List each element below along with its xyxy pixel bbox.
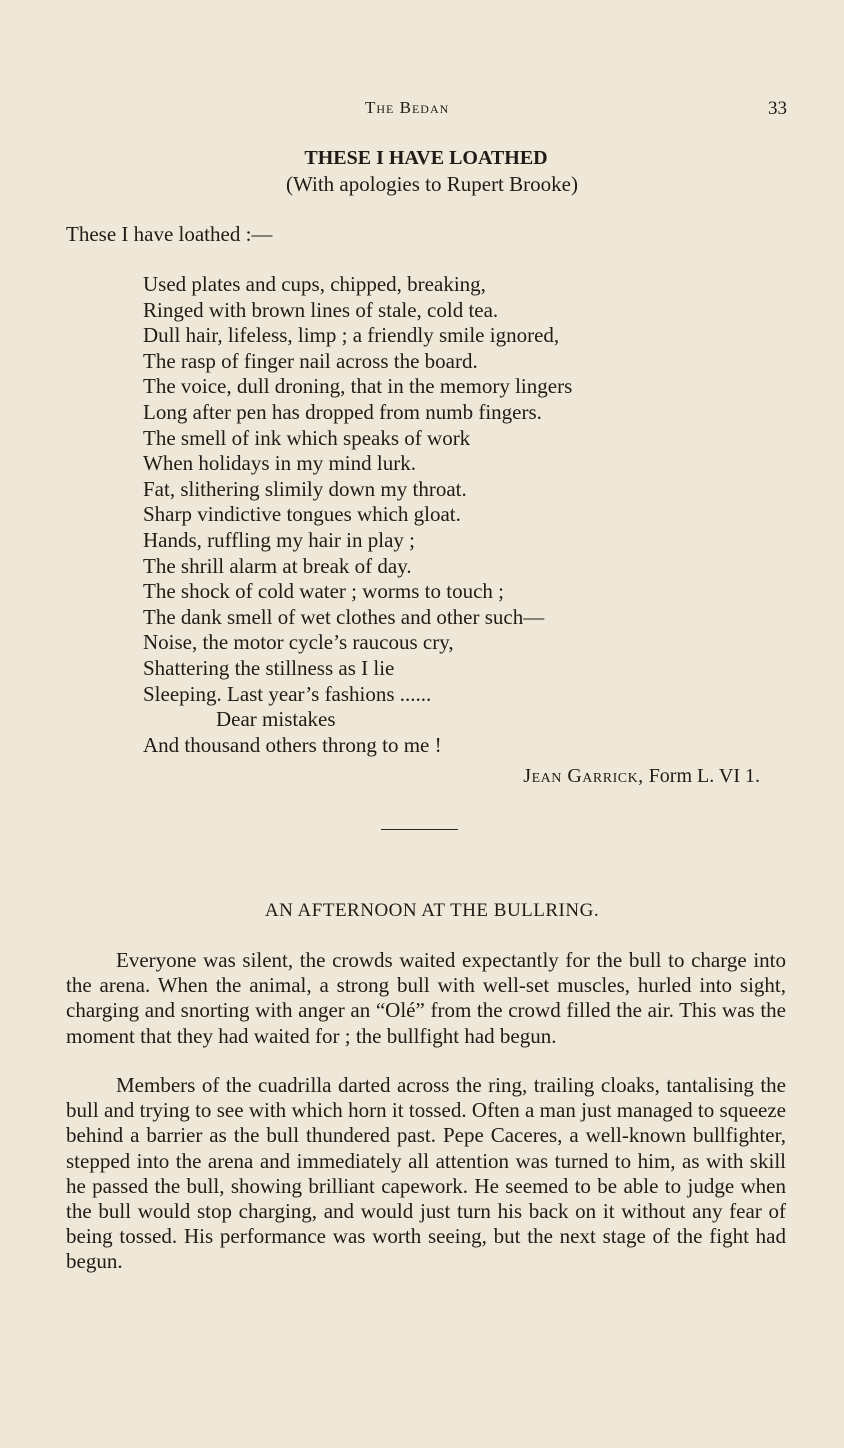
- paragraph-text: Everyone was silent, the crowds waited expectantly for the bull to charge into the arena. When the animal, a strong bull with well-set muscles, hurled into sight, charging and snorting with anger an “Olé” from the crowd filled the air. This was the moment that they had waited for ; the bullfight had begun.: [66, 948, 786, 1048]
- poem-line: Noise, the motor cycle’s raucous cry,: [143, 630, 454, 655]
- running-title: The Bedan: [365, 98, 450, 117]
- poem-line: Shattering the stillness as I lie: [143, 655, 395, 680]
- paragraph-text: Members of the cuadrilla darted across the ring, trailing cloaks, tantalising the bull and trying to see with which horn it tossed. Often a man just managed to squeeze behind a barrier as the bull thundered past. Pepe Caceres, a well-known bullfighter, stepped into the arena and immediately all attention was turned to him, as with skill he passed the bull, showing brilliant capework. He seemed to be able to judge when the bull would stop charging, and would just turn his back on it without any fear of being tossed. His performance was worth seeing, but the next stage of the fight had begun.: [66, 1073, 786, 1274]
- poem-line: Sleeping. Last year’s fashions ......: [143, 681, 432, 706]
- poem-line: The rasp of finger nail across the board.: [143, 348, 478, 373]
- poem-line: The shrill alarm at break of day.: [143, 553, 412, 578]
- poem-line: The dank smell of wet clothes and other such—: [143, 604, 545, 629]
- poem-line: Used plates and cups, chipped, breaking,: [143, 272, 486, 296]
- page-number: 33: [768, 98, 787, 119]
- poem-line: The smell of ink which speaks of work: [143, 425, 471, 450]
- poem-line: The voice, dull droning, that in the memory lingers: [143, 374, 573, 399]
- poem-line: Sharp vindictive tongues which gloat.: [143, 502, 461, 527]
- poem-title: THESE I HAVE LOATHED: [304, 147, 548, 169]
- poem-author: [523, 765, 760, 788]
- essay-paragraph: [66, 1073, 786, 1275]
- poem-line: Long after pen has dropped from numb fingers.: [143, 399, 542, 424]
- poem-line: Hands, ruffling my hair in play ;: [143, 527, 415, 552]
- poem-line: Dull hair, lifeless, limp ; a friendly smile ignored,: [143, 323, 560, 348]
- author-name: Jean Garrick,: [523, 765, 644, 787]
- poem-line: Ringed with brown lines of stale, cold tea.: [143, 297, 499, 322]
- essay-paragraph: [66, 948, 786, 1049]
- poem-line: Dear mistakes: [216, 707, 336, 732]
- poem-line: Fat, slithering slimily down my throat.: [143, 476, 467, 501]
- poem-line: The shock of cold water ; worms to touch ;: [143, 579, 504, 604]
- poem-line: And thousand others throng to me !: [143, 732, 442, 757]
- poem-subtitle: (With apologies to Rupert Brooke): [286, 172, 578, 196]
- section-divider: [381, 829, 458, 830]
- poem-line: When holidays in my mind lurk.: [143, 451, 416, 476]
- poem-intro: These I have loathed :—: [66, 222, 273, 246]
- poem-body: [143, 272, 783, 758]
- page-header: [0, 98, 844, 128]
- author-form: Form L. VI 1.: [648, 765, 760, 787]
- essay-title: AN AFTERNOON AT THE BULLRING.: [264, 900, 600, 921]
